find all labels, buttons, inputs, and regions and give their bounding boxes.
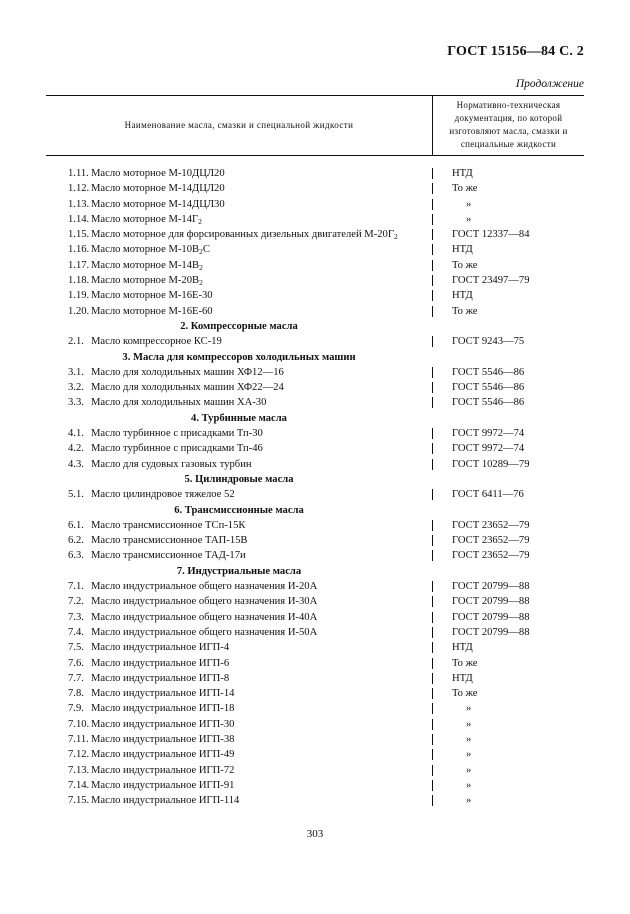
item-number: 6.2.	[68, 535, 84, 547]
table-header-rule	[46, 155, 584, 156]
item-name-text: Масло индустриальное ИГП-4	[91, 642, 230, 654]
item-name	[91, 717, 234, 732]
item-document: ГОСТ 5546—86	[452, 397, 525, 409]
item-name	[91, 671, 229, 686]
item-document: »	[466, 733, 472, 745]
item-document: ГОСТ 9972—74	[452, 443, 525, 455]
column-divider	[432, 214, 433, 225]
section-heading-row	[0, 503, 630, 518]
item-document: »	[466, 779, 472, 791]
item-number: 1.13.	[68, 198, 90, 210]
column-divider	[432, 780, 433, 791]
item-document: »	[466, 718, 472, 730]
item-name-text: Масло индустриальное общего назначения И-40А	[91, 611, 318, 623]
item-name	[91, 227, 398, 242]
table-row	[0, 778, 630, 793]
item-name-text: Масло индустриальное общего назначения И-50А	[91, 626, 318, 638]
item-name-text: Масло индустриальное ИГП-18	[91, 703, 235, 715]
item-number: 5.1.	[68, 489, 84, 501]
item-name-text: Масло трансмиссионное ТАД-17и	[91, 550, 246, 562]
column-header-name: Наименование масла, смазки и специальной жидкости	[124, 120, 354, 130]
table-row	[0, 747, 630, 762]
item-name-text: Масло индустриальное ИГП-8	[91, 672, 230, 684]
item-name	[91, 304, 213, 319]
item-name	[91, 258, 203, 273]
item-name	[91, 288, 213, 303]
column-divider	[432, 550, 433, 561]
item-name-text: Масло моторное М-14ДЦЛ30	[91, 198, 225, 210]
item-name-subscript: 2	[198, 216, 202, 226]
item-name	[91, 457, 252, 472]
item-name	[91, 594, 317, 609]
column-divider	[432, 229, 433, 240]
table-row	[0, 640, 630, 655]
table-row	[0, 625, 630, 640]
table-row	[0, 334, 630, 349]
column-divider	[432, 443, 433, 454]
item-document: То же	[452, 305, 478, 317]
item-document: ГОСТ 10289—79	[452, 458, 530, 470]
item-number: 1.11.	[68, 168, 89, 179]
item-name-text: Масло моторное М-20В	[91, 275, 200, 287]
item-name-text: Масло для холодильных машин ХА-30	[91, 397, 267, 409]
item-name	[91, 487, 235, 502]
item-document: ГОСТ 23652—79	[452, 550, 530, 562]
column-divider	[432, 459, 433, 470]
column-divider	[432, 581, 433, 592]
item-name-text: Масло моторное М-10ДЦЛ20	[91, 168, 225, 179]
table-row	[0, 594, 630, 609]
item-document: »	[466, 198, 472, 210]
item-number: 7.2.	[68, 596, 84, 608]
item-name	[91, 197, 225, 212]
table-row	[0, 380, 630, 395]
item-number: 7.5.	[68, 642, 84, 654]
item-document: ГОСТ 20799—88	[452, 581, 530, 593]
item-name-text: Масло индустриальное ИГП-49	[91, 749, 235, 761]
item-name-text: Масло индустриальное ИГП-6	[91, 657, 230, 669]
item-name-subscript: 2	[199, 278, 203, 288]
section-title: 4. Турбинные масла	[191, 412, 287, 424]
item-document: »	[466, 764, 472, 776]
table-row	[0, 656, 630, 671]
column-divider	[432, 627, 433, 638]
item-number: 7.7.	[68, 672, 84, 684]
item-name-text: Масло моторное М-14ДЦЛ20	[91, 183, 225, 195]
item-document: ГОСТ 23652—79	[452, 519, 530, 531]
column-divider	[432, 428, 433, 439]
table-row	[0, 258, 630, 273]
item-name	[91, 166, 225, 181]
item-document: ГОСТ 20799—88	[452, 626, 530, 638]
table-row	[0, 212, 630, 227]
item-document: ГОСТ 9972—74	[452, 428, 525, 440]
item-name	[91, 701, 234, 716]
item-name-text: Масло компрессорное КС-19	[91, 336, 222, 348]
column-divider	[432, 382, 433, 393]
table-row	[0, 579, 630, 594]
item-name-text: Масло для судовых газовых турбин	[91, 458, 252, 470]
item-name	[91, 625, 317, 640]
item-document: ГОСТ 5546—86	[452, 382, 525, 394]
section-heading-row	[0, 564, 630, 579]
item-name-text: Масло индустриальное ИГП-114	[91, 795, 240, 807]
item-number: 4.3.	[68, 458, 84, 470]
item-number: 7.15.	[68, 795, 90, 807]
table-row	[0, 304, 630, 319]
item-number: 7.9.	[68, 703, 84, 715]
table-row	[0, 457, 630, 472]
item-number: 1.16.	[68, 244, 90, 256]
column-divider	[432, 260, 433, 271]
section-title: 5. Цилиндровые масла	[184, 473, 294, 485]
item-number: 1.12.	[68, 183, 90, 195]
section-title: 6. Трансмиссионные масла	[174, 504, 304, 516]
table-row	[0, 288, 630, 303]
item-number: 6.3.	[68, 550, 84, 562]
table-row	[0, 242, 630, 257]
item-document: НТД	[452, 290, 473, 302]
item-name	[91, 518, 245, 533]
item-name	[91, 441, 263, 456]
column-divider	[432, 199, 433, 210]
section-heading-row	[0, 472, 630, 487]
item-name	[91, 548, 246, 563]
item-name	[91, 533, 247, 548]
item-name	[91, 793, 239, 808]
section-heading-row	[0, 319, 630, 334]
item-name	[91, 640, 229, 655]
column-header-document: Нормативно-техническая документация, по которой изготовляют масла, смазки и специальные жидкости	[449, 100, 568, 149]
item-document: »	[466, 795, 472, 807]
column-divider	[432, 520, 433, 531]
item-name	[91, 380, 284, 395]
item-number: 4.1.	[68, 428, 84, 440]
table-row	[0, 793, 630, 808]
item-name-text: Масло индустриальное ИГП-38	[91, 733, 235, 745]
item-name-text: Масло цилиндровое тяжелое 52	[91, 489, 235, 501]
item-number: 6.1.	[68, 519, 84, 531]
item-number: 3.1.	[68, 366, 84, 378]
table-row	[0, 227, 630, 242]
item-name	[91, 212, 202, 227]
item-document: »	[466, 749, 472, 761]
table-row	[0, 166, 630, 181]
item-number: 1.17.	[68, 259, 90, 271]
item-document: ГОСТ 12337—84	[452, 229, 530, 241]
item-name-text: Масло для холодильных машин ХФ12—16	[91, 366, 284, 378]
item-name	[91, 426, 263, 441]
table-row	[0, 533, 630, 548]
page-number: 303	[306, 828, 324, 840]
item-name-text: Масло индустриальное общего назначения И-20А	[91, 581, 318, 593]
item-name-text: Масло трансмиссионное ТАП-15В	[91, 535, 248, 547]
item-number: 7.13.	[68, 764, 90, 776]
column-divider	[432, 336, 433, 347]
item-number: 7.3.	[68, 611, 84, 623]
section-title: 2. Компрессорные масла	[180, 320, 298, 332]
item-number: 3.3.	[68, 397, 84, 409]
table-row	[0, 548, 630, 563]
table-row	[0, 686, 630, 701]
item-name-text: Масло моторное М-16Е-30	[91, 290, 213, 302]
item-name-text: Масло трансмиссионное ТСп-15К	[91, 519, 246, 531]
item-document: ГОСТ 9243—75	[452, 336, 525, 348]
item-document: »	[466, 703, 472, 715]
column-divider	[432, 703, 433, 714]
item-number: 7.8.	[68, 688, 84, 700]
column-divider	[432, 795, 433, 806]
section-title: 7. Индустриальные масла	[176, 565, 302, 577]
column-divider	[432, 719, 433, 730]
item-document: То же	[452, 259, 478, 271]
item-name-text: Масло турбинное с присадками Тп-30	[91, 428, 263, 440]
table-body	[0, 166, 630, 808]
column-divider	[432, 367, 433, 378]
item-document: ГОСТ 23497—79	[452, 275, 530, 287]
item-name-subscript: 2	[199, 247, 203, 257]
item-number: 7.4.	[68, 626, 84, 638]
item-number: 7.12.	[68, 749, 90, 761]
item-number: 7.11.	[68, 733, 89, 745]
item-name-text: Масло моторное М-10В	[91, 244, 200, 256]
column-divider	[432, 612, 433, 623]
item-name-text: Масло моторное М-14Г	[91, 213, 199, 225]
item-name-text: Масло турбинное с присадками Тп-46	[91, 443, 263, 455]
item-document: НТД	[452, 672, 473, 684]
table-row	[0, 763, 630, 778]
column-divider	[432, 183, 433, 194]
table-row	[0, 610, 630, 625]
item-name	[91, 242, 210, 257]
item-name	[91, 273, 203, 288]
table-row	[0, 197, 630, 212]
item-document: То же	[452, 657, 478, 669]
item-number: 1.19.	[68, 290, 90, 302]
item-document: То же	[452, 183, 478, 195]
column-divider	[432, 290, 433, 301]
item-number: 1.20.	[68, 305, 90, 317]
item-number: 3.2.	[68, 382, 84, 394]
table-row	[0, 273, 630, 288]
item-name-text: Масло индустриальное общего назначения И-30А	[91, 596, 318, 608]
item-document: НТД	[452, 642, 473, 654]
table-row	[0, 441, 630, 456]
item-number: 7.1.	[68, 581, 84, 593]
item-name-text: Масло моторное М-16Е-60	[91, 305, 213, 317]
item-document: ГОСТ 5546—86	[452, 366, 525, 378]
table-row	[0, 717, 630, 732]
item-name	[91, 579, 317, 594]
column-divider	[432, 749, 433, 760]
item-name-text: Масло индустриальное ИГП-72	[91, 764, 235, 776]
item-document: ГОСТ 20799—88	[452, 611, 530, 623]
column-divider	[432, 489, 433, 500]
item-number: 2.1.	[68, 336, 84, 348]
item-number: 4.2.	[68, 443, 84, 455]
section-title: 3. Масла для компрессоров холодильных машин	[122, 351, 356, 363]
item-name	[91, 763, 234, 778]
item-name-text: Масло индустриальное ИГП-30	[91, 718, 235, 730]
item-document: НТД	[452, 244, 473, 256]
table-row	[0, 518, 630, 533]
item-name-subscript: 2	[199, 262, 203, 272]
item-number: 7.6.	[68, 657, 84, 669]
column-divider	[432, 397, 433, 408]
table-row	[0, 395, 630, 410]
item-document: То же	[452, 688, 478, 700]
column-divider	[432, 596, 433, 607]
section-heading-row	[0, 350, 630, 365]
item-document: »	[466, 213, 472, 225]
item-name	[91, 365, 284, 380]
item-name	[91, 732, 234, 747]
document-header-title: ГОСТ 15156—84 С. 2	[447, 44, 584, 59]
column-divider	[432, 673, 433, 684]
item-name-text: Масло индустриальное ИГП-91	[91, 779, 235, 791]
column-divider	[432, 535, 433, 546]
item-name	[91, 610, 317, 625]
item-name	[91, 686, 234, 701]
item-name-suffix: С	[202, 244, 210, 256]
column-divider	[432, 734, 433, 745]
item-number: 7.10.	[68, 718, 90, 730]
item-number: 7.14.	[68, 779, 90, 791]
item-name-text: Масло моторное для форсированных дизельных двигателей М-20Г	[91, 229, 394, 241]
item-name	[91, 334, 222, 349]
section-heading-row	[0, 411, 630, 426]
column-divider	[432, 244, 433, 255]
continued-label: Продолжение	[515, 78, 584, 90]
table-row	[0, 181, 630, 196]
item-name	[91, 656, 229, 671]
item-name	[91, 181, 225, 196]
item-document: ГОСТ 20799—88	[452, 596, 530, 608]
item-number: 1.14.	[68, 213, 90, 225]
column-divider	[432, 168, 433, 179]
column-divider	[432, 765, 433, 776]
item-name	[91, 747, 234, 762]
column-divider	[432, 306, 433, 317]
column-divider	[432, 275, 433, 286]
table-row	[0, 732, 630, 747]
table-row	[0, 487, 630, 502]
item-name	[91, 395, 266, 410]
item-number: 1.15.	[68, 229, 90, 241]
item-document: ГОСТ 6411—76	[452, 489, 524, 501]
item-document: НТД	[452, 168, 473, 179]
item-name-text: Масло индустриальное ИГП-14	[91, 688, 235, 700]
column-divider	[432, 642, 433, 653]
item-document: ГОСТ 23652—79	[452, 535, 530, 547]
item-number: 1.18.	[68, 275, 90, 287]
table-row	[0, 701, 630, 716]
item-name-subscript: 2	[393, 232, 398, 242]
column-divider	[432, 658, 433, 669]
item-name-text: Масло для холодильных машин ХФ22—24	[91, 382, 284, 394]
item-name	[91, 778, 234, 793]
table-row	[0, 365, 630, 380]
table-row	[0, 426, 630, 441]
column-divider	[432, 688, 433, 699]
item-name-text: Масло моторное М-14В	[91, 259, 200, 271]
table-row	[0, 671, 630, 686]
